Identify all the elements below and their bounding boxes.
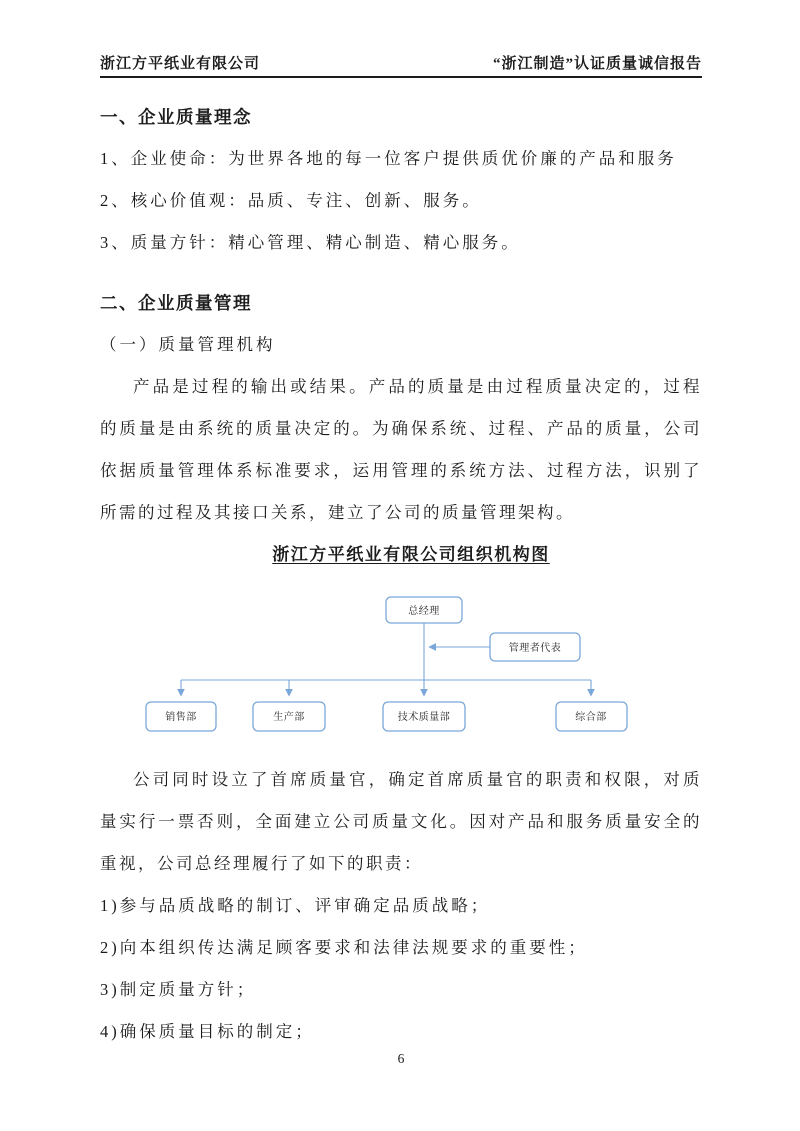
- duty-item-1: 1)参与品质战略的制订、评审确定品质战略；: [100, 896, 491, 915]
- org-chart-title-text: 浙江方平纸业有限公司组织机构图: [272, 545, 550, 564]
- core-values-line: 2、核心价值观：品质、专注、创新、服务。: [100, 191, 482, 210]
- section2-heading: 二、企业质量管理: [100, 293, 252, 313]
- org-node-management-rep: [490, 633, 580, 661]
- section1-heading: 一、企业质量理念: [100, 107, 252, 127]
- header-report-title: “浙江制造”认证质量诚信报告: [492, 56, 702, 72]
- org-label-tech-quality: 技术质量部: [397, 712, 451, 723]
- quality-policy-line: 3、质量方针：精心管理、精心制造、精心服务。: [100, 233, 521, 252]
- subsection-heading: （一）质量管理机构: [100, 335, 276, 354]
- org-label-management-rep: 管理者代表: [508, 643, 562, 654]
- header-company-name: 浙江方平纸业有限公司: [100, 56, 261, 72]
- chief-quality-officer-paragraph: 公司同时设立了首席质量官，确定首席质量官的职责和权限，对质量实行一票否则，全面建立公司质量文化。因对产品和服务质量安全的重视，公司总经理履行了如下的职责：: [100, 770, 702, 873]
- org-node-general-manager: [386, 597, 462, 623]
- org-node-sales: [146, 702, 216, 731]
- org-chart-diagram: [130, 592, 670, 740]
- duty-item-3: 3)制定质量方针；: [100, 980, 257, 999]
- quality-structure-paragraph: 产品是过程的输出或结果。产品的质量是由过程质量决定的，过程的质量是由系统的质量决定的。为确保系统、过程、产品的质量，公司依据质量管理体系标准要求，运用管理的系统方法、过程方法，识别了所需的过程及其接口关系，建立了公司的质量管理架构。: [100, 377, 702, 522]
- page-number: 6: [397, 1051, 405, 1066]
- page-header: [100, 52, 702, 78]
- org-label-general-manager: 总经理: [408, 606, 440, 617]
- org-label-sales: 销售部: [165, 712, 197, 723]
- duty-item-2: 2)向本组织传达满足顾客要求和法律法规要求的重要性；: [100, 938, 588, 957]
- org-chart-title: [120, 534, 702, 576]
- duty-item-4: 4)确保质量目标的制定；: [100, 1022, 315, 1041]
- mission-line: 1、企业使命：为世界各地的每一位客户提供质优价廉的产品和服务: [100, 149, 677, 168]
- org-node-tech-quality: [383, 702, 465, 731]
- org-label-production: 生产部: [273, 712, 305, 723]
- org-node-production: [253, 702, 325, 731]
- org-label-general-dept: 综合部: [575, 712, 607, 723]
- org-node-general-dept: [556, 702, 627, 731]
